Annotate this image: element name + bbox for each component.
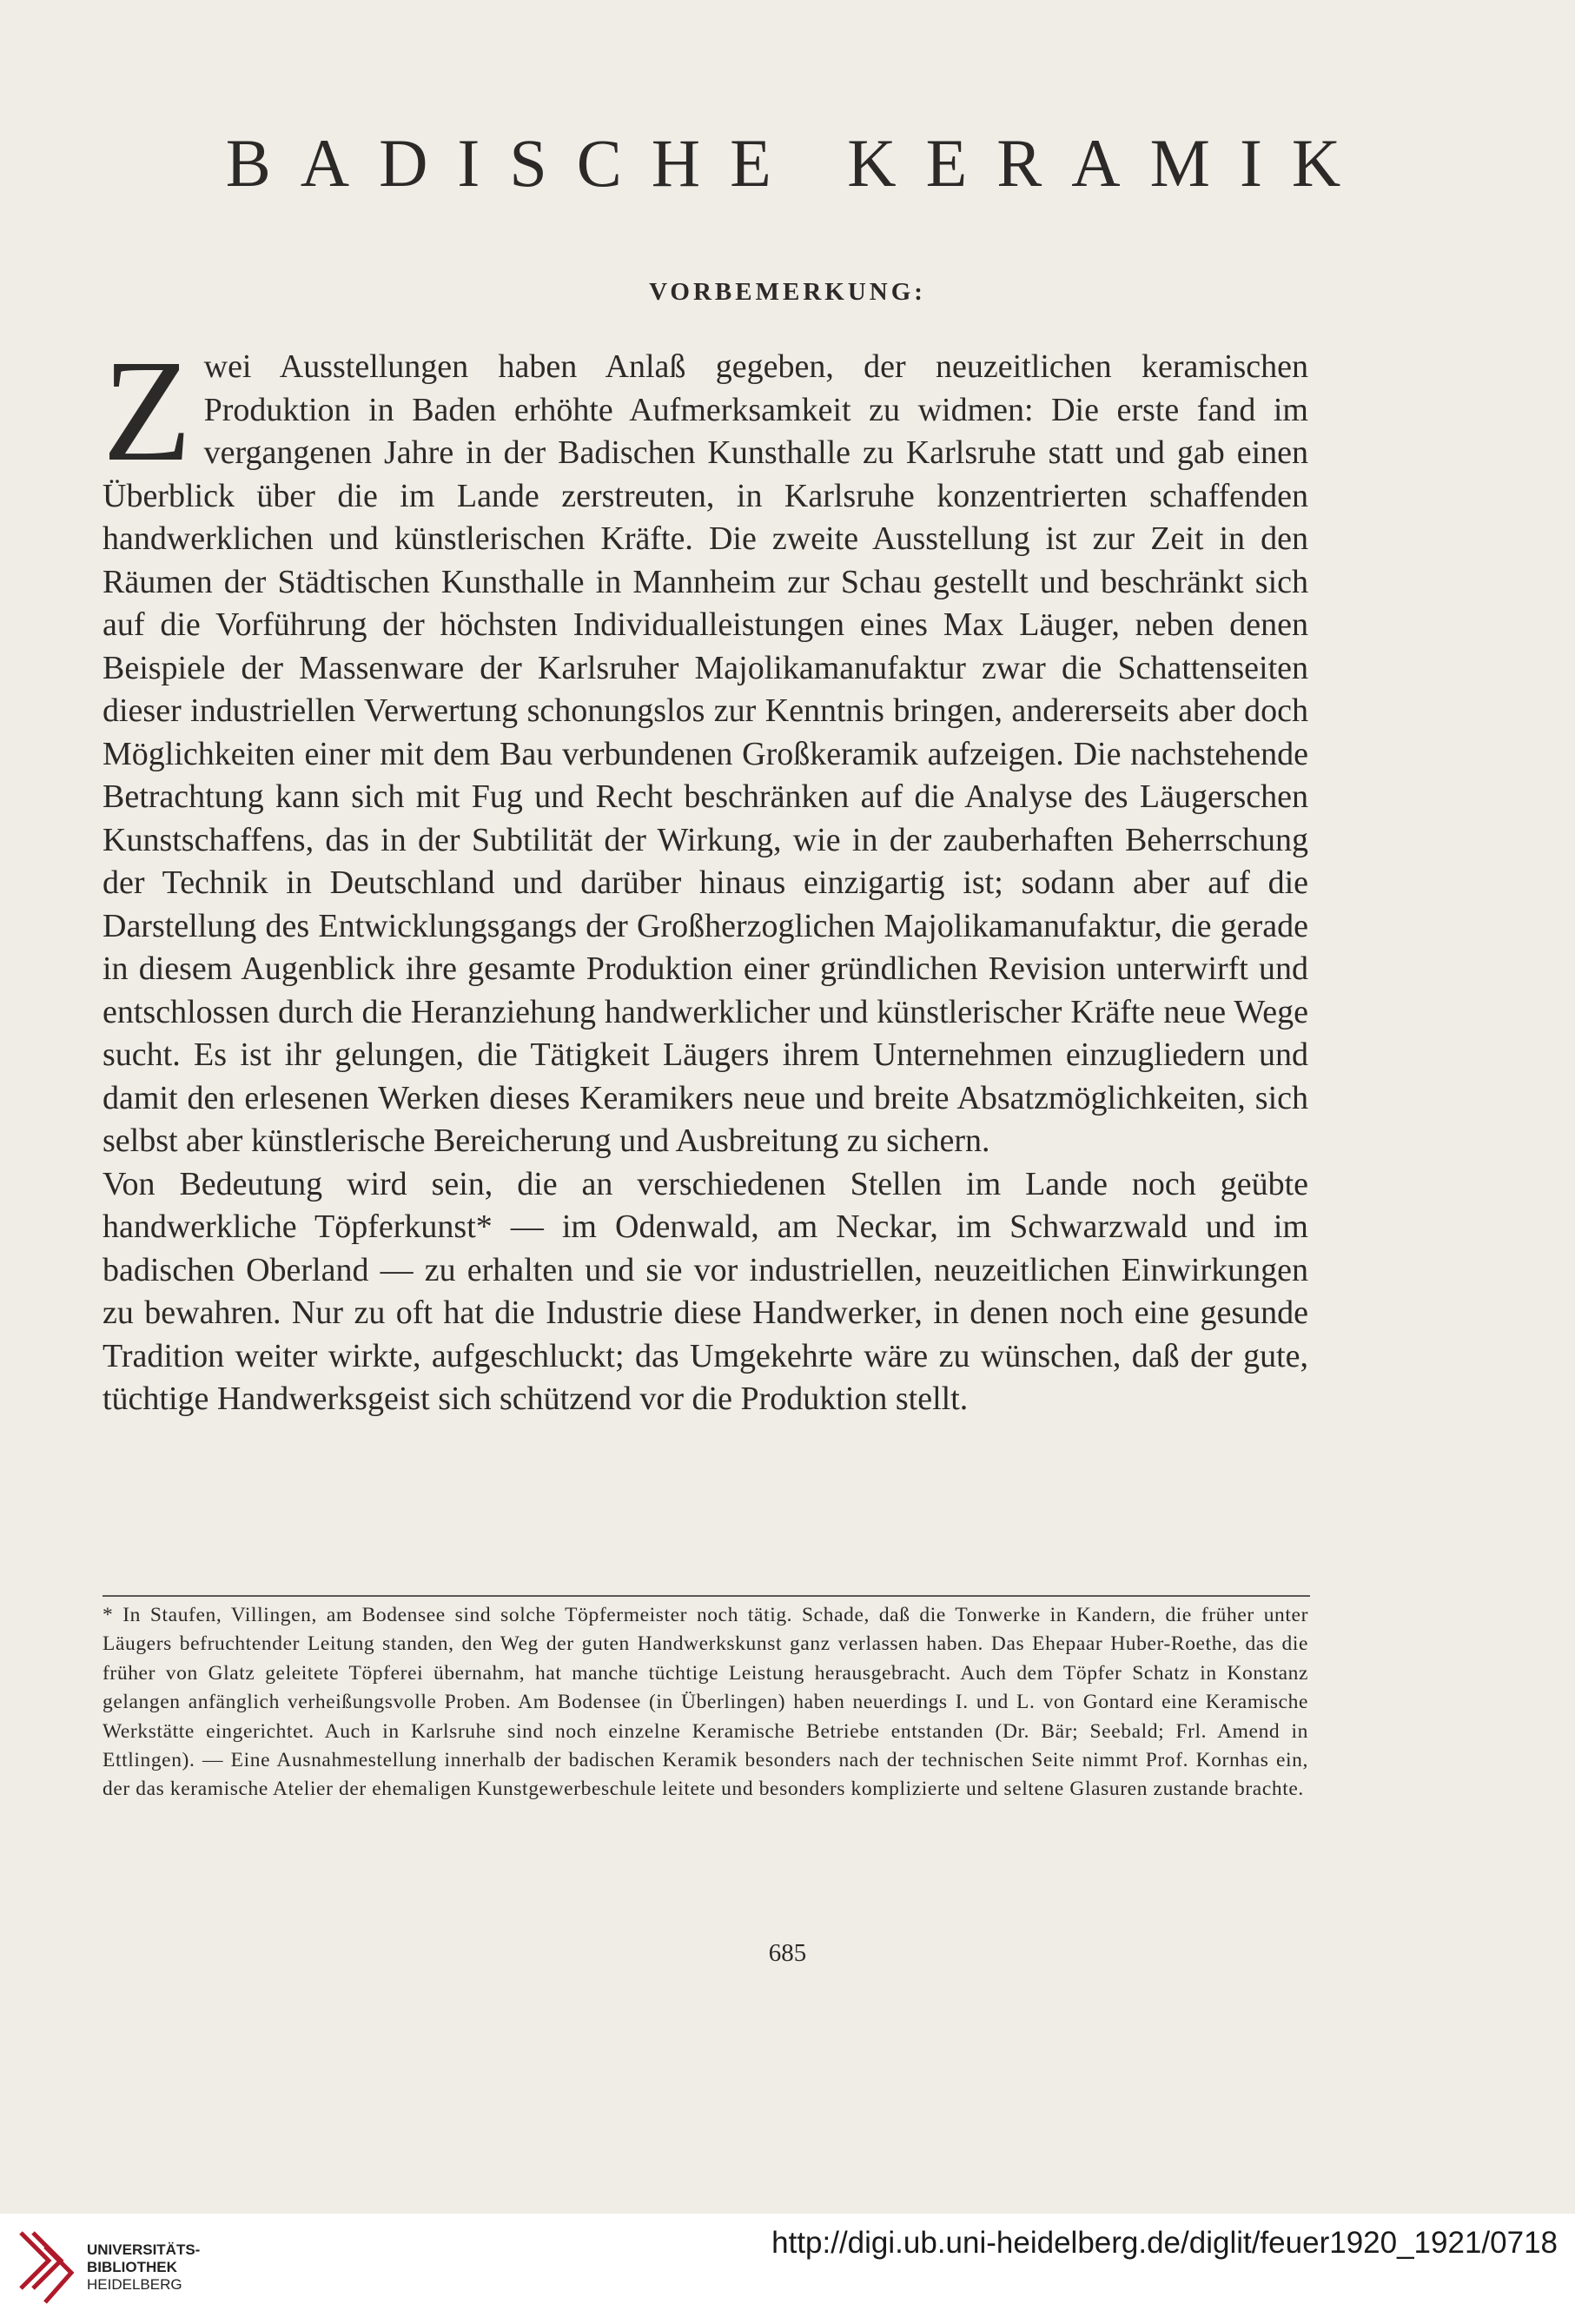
footnote-divider — [103, 1595, 1310, 1597]
body-text — [103, 330, 1308, 1421]
library-name-line-3: HEIDELBERG — [87, 2276, 182, 2293]
source-url-link[interactable]: http://digi.ub.uni-heidelberg.de/diglit/feuer1920_1921/0718 — [771, 2226, 1558, 2260]
page-number: 685 — [768, 1939, 807, 1967]
page-title: BADISCHE KERAMIK — [225, 125, 1371, 201]
paragraph-1 — [103, 330, 1308, 1163]
footnote: * In Staufen, Villingen, am Bodensee sind solche Töpfermeister noch tätig. Schade, daß die Tonwerke in Kandern, die früher unter Läugers befruchtender Leitung standen, den Weg der guten Handwerkskunst ganz verlassen haben. Das Ehepaar Huber-Roethe, das die früher von Glatz geleitete Töpferei übernahm, hat manche tüchtige Leistung herausgebracht. Auch dem Töpfer Schatz in Konstanz gelangen anfänglich verheißungsvolle Proben. Am Bodensee (in Überlingen) haben neuerdings I. und L. von Gontard eine Keramische Werkstätte eingerichtet. Auch in Karlsruhe sind noch einzelne Keramische Betriebe entstanden (Dr. Bär; Seebald; Frl. Amend in Ettlingen). — Eine Ausnahmestellung innerhalb der badischen Keramik besonders nach der technischen Seite nimmt Prof. Kornhas ein, der das keramische Atelier der ehemaligen Kunstgewerbeschule leitete und besonders komplizierte und seltene Glasuren zustande brachte. — [103, 1604, 1308, 1801]
paragraph-1-text: wei Ausstellungen haben Anlaß gegeben, der neuzeitlichen keramischen Produktion in Baden erhöhte Aufmerksamkeit zu widmen: Die erste fand im vergangenen Jahre in der Badischen Kunsthalle zu Karlsruhe statt und gab einen Überblick über die im Lande zerstreuten, in Karlsruhe konzentrierten schaffenden handwerklichen und künstlerischen Kräfte. Die zweite Ausstellung ist zur Zeit in den Räumen der Städtischen Kunsthalle in Mannheim zur Schau gestellt und beschränkt sich auf die Vorführung der höchsten Individualleistungen eines Max Läuger, neben denen Beispiele der Massenware der Karlsruher Majolikamanufaktur zwar die Schattenseiten dieser industriellen Verwertung schonungslos zur Kenntnis bringen, andererseits aber doch Möglichkeiten einer mit dem Bau verbundenen Großkeramik aufzeigen. Die nachstehende Betrachtung kann sich mit Fug und Recht beschränken auf die Analyse des Läugerschen Kunstschaffens, das in der Subtilität der Wirkung, wie in der zauberhaften Beherrschung der Technik in Deutschland und darüber hinaus einzigartig ist; sodann aber auf die Darstellung des Entwicklungsgangs der Großherzoglichen Majolikamanufaktur, die gerade in diesem Augenblick ihre gesamte Produktion einer gründlichen Revision unterwirft und entschlossen durch die Heranziehung handwerklicher und künstlerischer Kräfte neue Wege sucht. Es ist ihr gelungen, die Tätigkeit Läugers ihrem Unternehmen einzugliedern und damit den erlesenen Werken dieses Keramikers neue und breite Absatzmöglichkeiten, sich selbst aber künstlerische Bereicherung und Ausbreitung zu sichern. — [103, 348, 1308, 1159]
paragraph-2: Von Bedeutung wird sein, die an verschiedenen Stellen im Lande noch geübte handwerkliche Töpferkunst* — im Odenwald, am Neckar, im Schwarzwald und im badischen Oberland — zu erhalten und sie vor industriellen, neuzeitlichen Einwirkungen zu bewahren. Nur zu oft hat die Industrie diese Handwerker, in denen noch eine gesunde Tradition weiter wirkte, aufgeschluckt; das Umgekehrte wäre zu wünschen, daß der gute, tüchtige Handwerksgeist sich schützend vor die Produktion stellt. — [103, 1165, 1308, 1417]
library-name — [87, 2241, 200, 2294]
section-heading: VORBEMERKUNG: — [649, 278, 926, 306]
library-name-line-2: BIBLIOTHEK — [87, 2259, 177, 2275]
library-name-line-1: UNIVERSITÄTS- — [87, 2241, 201, 2258]
university-library-logo-icon — [16, 2226, 76, 2309]
drop-cap: Z — [103, 330, 192, 492]
